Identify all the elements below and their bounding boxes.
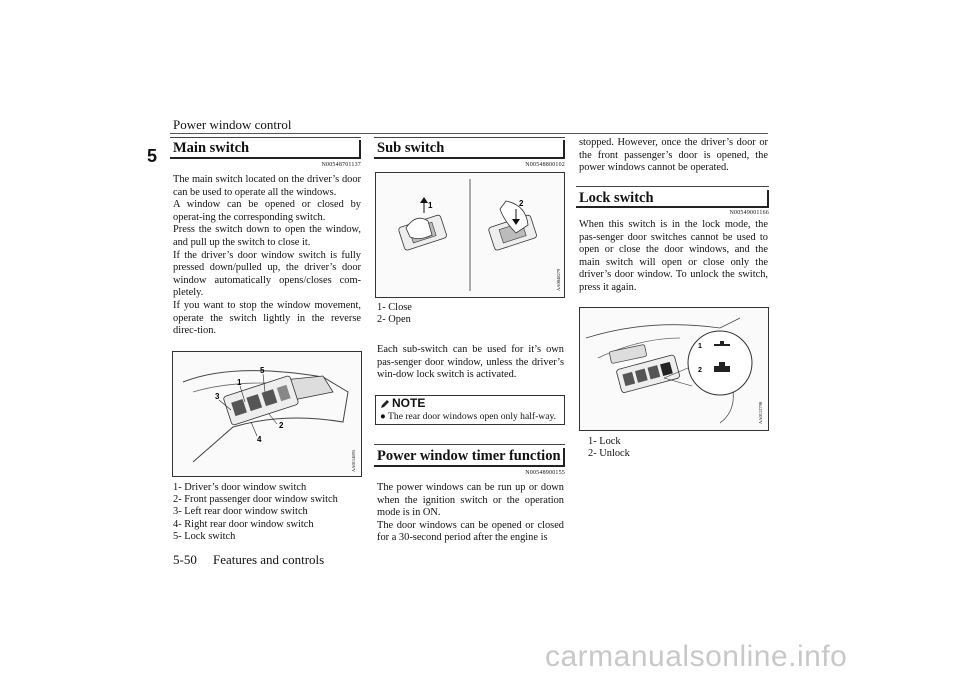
footer-section-title: Features and controls xyxy=(213,552,325,567)
sub-switch-legend xyxy=(377,302,412,326)
header-rule xyxy=(170,133,768,134)
section-rule-bottom xyxy=(576,206,769,208)
section-code: N00549001166 xyxy=(729,210,769,216)
callout-5: 5 xyxy=(260,366,265,375)
lock-switch-drawing xyxy=(580,308,768,430)
section-rule-bottom xyxy=(374,157,565,159)
paragraph: When this switch is in the lock mode, the pas-senger door switches cannot be used to open or close the door windows, and the main switch will open or close only the driver’s door window. To unlock the switch, press it again. xyxy=(579,219,768,293)
section-rule-top xyxy=(374,444,565,445)
paragraph: The main switch located on the driver’s door can be used to operate all the windows. xyxy=(173,174,361,198)
legend-item: 1- Driver’s door window switch xyxy=(173,482,307,493)
paragraph: Each sub-switch can be used for it’s own pas-senger door window, unless the driver’s win-dow lock switch is activated. xyxy=(377,344,564,381)
callout-3: 3 xyxy=(215,392,220,401)
bullet-icon: ● xyxy=(380,411,386,422)
paragraph: The power windows can be run up or down when the ignition switch or the operation mode is in ON. xyxy=(377,482,564,519)
legend-item: 1- Close xyxy=(377,302,412,313)
legend-item: 3- Left rear door window switch xyxy=(173,506,308,518)
section-heading-sub-switch: Sub switch xyxy=(377,140,445,156)
chapter-tab: 5 xyxy=(141,142,163,170)
callout-4: 4 xyxy=(257,435,262,444)
section-heading-main-switch: Main switch xyxy=(173,140,250,156)
legend-item: 2- Unlock xyxy=(588,448,630,460)
paragraph: If the driver’s door window switch is fully pressed down/pulled up, the driver’s door window automatically opens/closes com-pletely. xyxy=(173,249,361,299)
main-switch-legend xyxy=(173,482,338,543)
section-heading-lock-switch: Lock switch xyxy=(579,190,654,206)
legend-item: 1- Lock xyxy=(588,436,621,447)
section-rule-tick xyxy=(563,140,565,157)
section-rule-tick xyxy=(359,140,361,157)
section-rule-bottom xyxy=(170,157,361,159)
legend-item: 5- Lock switch xyxy=(173,530,236,542)
lock-switch-body xyxy=(579,219,768,295)
note-item xyxy=(380,411,556,422)
paragraph: A window can be opened or closed by operat-ing the corresponding switch. xyxy=(173,199,361,223)
timer-body-continued xyxy=(579,137,768,175)
section-rule-bottom xyxy=(374,465,565,467)
note-text: The rear door windows open only half-way. xyxy=(388,411,557,422)
section-code: N00548800102 xyxy=(525,162,565,168)
paragraph: stopped. However, once the driver’s door or the front passenger’s door is opened, the power windows cannot be operated. xyxy=(579,137,768,174)
legend-item: 2- Open xyxy=(377,314,411,326)
section-heading-timer: Power window timer function xyxy=(377,448,561,464)
sub-switch-body xyxy=(377,344,564,382)
lock-switch-illustration xyxy=(579,307,769,431)
watermark: carmanualsonline.info xyxy=(545,640,848,673)
legend-item: 4- Right rear door window switch xyxy=(173,518,314,530)
callout-2: 2 xyxy=(279,421,284,430)
figure-code: AA0048279 xyxy=(556,268,561,291)
legend-item: 2- Front passenger door window switch xyxy=(173,494,338,506)
callout-2: 2 xyxy=(698,367,702,374)
page-header-title: Power window control xyxy=(173,117,292,132)
figure-code: AA0112790 xyxy=(758,401,763,424)
main-switch-illustration xyxy=(172,351,362,477)
lock-switch-legend xyxy=(588,436,630,460)
section-rule-top xyxy=(170,137,361,138)
note-label: NOTE xyxy=(392,396,426,410)
door-panel-drawing xyxy=(173,352,361,476)
callout-1: 1 xyxy=(237,378,242,387)
callout-1: 1 xyxy=(698,343,702,350)
sub-switch-drawing xyxy=(376,173,564,297)
paragraph: The door windows can be opened or closed for a 30-second period after the engine is xyxy=(377,519,564,544)
note-box xyxy=(375,395,565,425)
section-code: N00548900155 xyxy=(525,470,565,476)
section-rule-top xyxy=(374,137,565,138)
main-switch-body xyxy=(173,174,361,338)
paragraph: If you want to stop the window movement, operate the switch lightly in the reverse direc-tion. xyxy=(173,299,361,337)
figure-code: AA0114895 xyxy=(351,449,356,472)
section-rule-tick xyxy=(767,190,769,207)
sub-switch-illustration xyxy=(375,172,565,298)
section-code: N00548701137 xyxy=(321,162,361,168)
timer-body xyxy=(377,482,564,545)
callout-1: 1 xyxy=(428,201,433,210)
callout-2: 2 xyxy=(519,199,524,208)
section-rule-top xyxy=(576,186,769,187)
paragraph: Press the switch down to open the window, and pull up the switch to close it. xyxy=(173,224,361,248)
section-rule-tick xyxy=(563,448,565,465)
pencil-icon xyxy=(379,398,391,410)
page-number: 5-50 xyxy=(173,552,197,567)
